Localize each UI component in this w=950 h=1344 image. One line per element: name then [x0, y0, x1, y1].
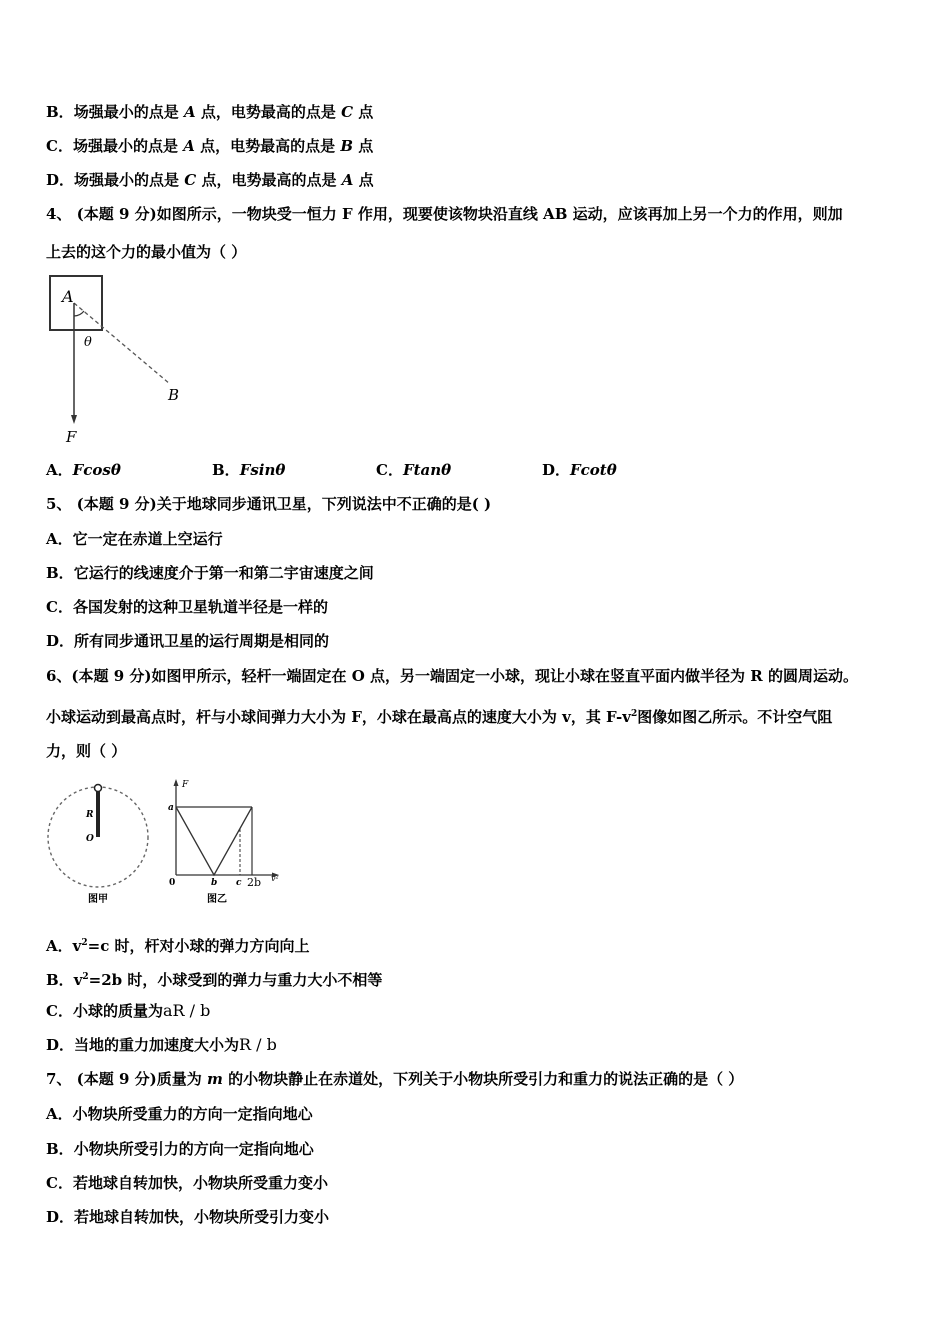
q3-option-d[interactable]: D．场强最小的点是 C 点，电势最高的点是 A 点 [46, 171, 374, 189]
caption-fig-a: 图甲 [88, 894, 108, 905]
q6-option-c[interactable]: C．小球的质量为aR / b [46, 1001, 211, 1020]
q7-stem: 7、 (本题 9 分)质量为 m 的小物块静止在赤道处，下列关于小物块所受引力和重力的说法正确的是（ ） [46, 1070, 744, 1088]
force-arrow-icon [71, 415, 77, 424]
q7-option-a[interactable]: A．小物块所受重力的方向一定指向地心 [46, 1105, 313, 1123]
angle-arc [74, 311, 84, 316]
q3-option-c[interactable]: C．场强最小的点是 A 点，电势最高的点是 B 点 [46, 137, 374, 155]
label-c: c [236, 878, 242, 888]
q7-option-c[interactable]: C．若地球自转加快，小物块所受重力变小 [46, 1174, 328, 1192]
label-0: 0 [169, 878, 176, 888]
q4-option-b[interactable]: B．Fsinθ [212, 461, 286, 479]
q4-stem-line2: 上去的这个力的最小值为（ ） [46, 243, 247, 261]
axis-f: F [182, 780, 189, 790]
label-f: F [66, 428, 77, 446]
graph-line [176, 807, 252, 875]
label-a: A [62, 287, 74, 306]
q5-option-d[interactable]: D．所有同步通讯卫星的运行周期是相同的 [46, 632, 330, 650]
q7-option-b[interactable]: B．小物块所受引力的方向一定指向地心 [46, 1140, 314, 1158]
label-a: a [168, 803, 174, 813]
label-b: b [211, 878, 218, 888]
q6-option-b[interactable]: B．$v^2=2b$ 时，小球受到的弹力与重力大小不相等 [46, 971, 383, 989]
q4-figure [44, 272, 194, 448]
q5-option-b[interactable]: B．它运行的线速度介于第一和第二宇宙速度之间 [46, 564, 374, 582]
q5-option-c[interactable]: C．各国发射的这种卫星轨道半径是一样的 [46, 598, 328, 616]
ball [95, 785, 102, 792]
label-o: O [86, 834, 94, 844]
q6-figure-b [160, 775, 290, 910]
q5-option-a[interactable]: A．它一定在赤道上空运行 [46, 530, 223, 548]
caption-fig-b: 图乙 [207, 894, 227, 905]
q3-option-b[interactable]: B．场强最小的点是 A 点，电势最高的点是 C 点 [46, 103, 374, 121]
q6-figure-a [44, 775, 154, 910]
label-b: B [168, 386, 180, 404]
q6-option-a[interactable]: A．$v^2=c$ 时，杆对小球的弹力方向向上 [46, 937, 310, 955]
q6-option-d[interactable]: D．当地的重力加速度大小为R / b [46, 1035, 277, 1054]
q4-option-c[interactable]: C．Ftanθ [376, 461, 452, 479]
label-r: R [86, 810, 94, 820]
block [50, 276, 102, 330]
q5-stem: 5、 (本题 9 分)关于地球同步通讯卫星，下列说法中不正确的是( ) [46, 495, 492, 513]
q6-stem-line1: 6、(本题 9 分)如图甲所示，轻杆一端固定在 O 点，另一端固定一小球，现让小球在竖直平面内做半径为 R 的圆周运动。 [46, 667, 858, 685]
label-theta: θ [84, 335, 92, 350]
q7-option-d[interactable]: D．若地球自转加快，小物块所受引力变小 [46, 1208, 330, 1226]
y-axis-arrow-icon [174, 779, 179, 786]
q4-option-d[interactable]: D．Fcotθ [542, 461, 617, 479]
q6-stem-line2: 小球运动到最高点时，杆与小球间弹力大小为 F，小球在最高点的速度大小为 v，其 $F-v^2$图像如图乙所示。不计空气阻 [46, 708, 833, 726]
q6-stem-line3: 力，则（ ） [46, 742, 127, 760]
axis-v2: v² [271, 874, 279, 883]
q4-stem-line1: 4、 (本题 9 分)如图所示，一物块受一恒力 F 作用，现要使该物块沿直线 AB 运动，应该再加上另一个力的作用，则加 [46, 205, 843, 223]
label-2b: 2b [247, 876, 262, 889]
q4-option-a[interactable]: A．Fcosθ [46, 461, 121, 479]
